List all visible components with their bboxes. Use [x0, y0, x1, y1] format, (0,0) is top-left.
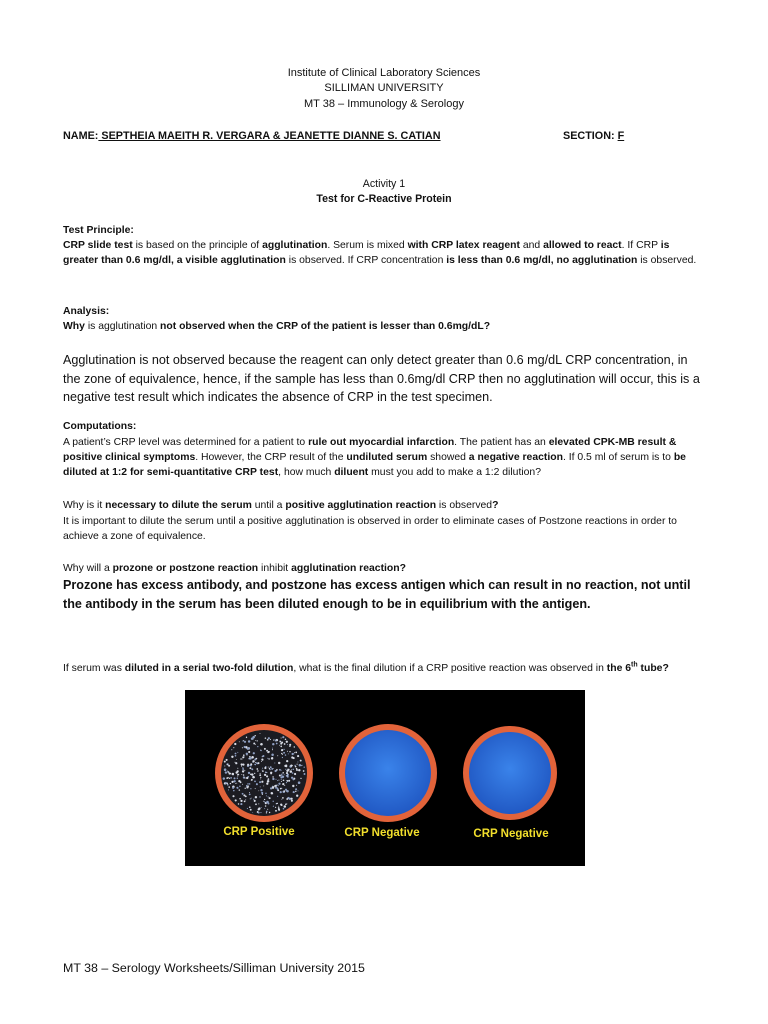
- prozone-answer: Prozone has excess antibody, and postzone has excess antigen which can result in no reaction, not until the antibody in the serum has been diluted enough to be in equilibrium with the antigen.: [63, 578, 691, 611]
- crp-negative-well-1: [339, 724, 437, 822]
- name-row: [63, 130, 441, 142]
- activity-title: Test for C-Reactive Protein: [316, 193, 452, 205]
- page-footer: MT 38 – Serology Worksheets/Silliman University 2015: [63, 961, 365, 975]
- crp-results-image: [185, 690, 585, 866]
- institute-name: Institute of Clinical Laboratory Sciences: [287, 67, 481, 79]
- course-title: MT 38 – Immunology & Serology: [304, 98, 464, 110]
- serial-dilution-question: If serum was diluted in a serial two-fold dilution, what is the final dilution if a CRP positive reaction was observed in the 6th tube?: [63, 661, 669, 674]
- name-label: NAME:: [63, 130, 99, 142]
- label-crp-negative-2: CRP Negative: [473, 828, 549, 840]
- principle-text: CRP slide test is based on the principle of agglutination. Serum is mixed with CRP latex reagent and allowed to react. If CRP is greater than 0.6 mg/dl, a visible agglutination is observed. If CRP concentration is less than 0.6 mg/dl, no agglutination is observed.: [63, 240, 697, 266]
- computations-heading: Computations:: [63, 421, 137, 432]
- label-crp-negative-1: CRP Negative: [344, 827, 420, 839]
- prozone-question: Why will a prozone or postzone reaction inhibit agglutination reaction?: [63, 563, 406, 574]
- analysis-heading: Analysis:: [63, 306, 110, 317]
- analysis-question: Why is agglutination not observed when the CRP of the patient is lesser than 0.6mg/dL?: [63, 321, 491, 332]
- section-value: F: [617, 130, 625, 142]
- principle-heading: Test Principle:: [63, 225, 134, 236]
- dilute-answer: It is important to dilute the serum until a positive agglutination is observed in order to eliminate cases of Postzone reactions in order to achieve a zone of equivalence.: [63, 516, 677, 542]
- name-value: SEPTHEIA MAEITH R. VERGARA & JEANETTE DIANNE S. CATIAN: [98, 130, 441, 142]
- crp-negative-well-2: [463, 726, 557, 820]
- crp-positive-well: [215, 724, 313, 822]
- crp-wells-figure: [185, 690, 585, 866]
- computations-question: A patient’s CRP level was determined for a patient to rule out myocardial infarction. The patient has an elevated CPK-MB result & positive clinical symptoms. However, the CRP result of the undiluted serum showed a negative reaction. If 0.5 ml of serum is to be diluted at 1:2 for semi-quantitative CRP test, how much diluent must you add to make a 1:2 dilution?: [63, 437, 686, 478]
- section-row: [563, 130, 624, 142]
- label-crp-positive: CRP Positive: [223, 826, 295, 838]
- university-name: SILLIMAN UNIVERSITY: [324, 82, 444, 94]
- section-label: SECTION:: [563, 130, 615, 142]
- analysis-answer: Agglutination is not observed because the reagent can only detect greater than 0.6 mg/dL CRP concentration, in the zone of equivalence, hence, if the sample has less than 0.6mg/dl CRP then no agglutination will occur, this is a negative test result which indicates the absence of CRP in the test specimen.: [63, 353, 700, 404]
- activity-number: Activity 1: [362, 178, 406, 190]
- dilute-question: Why is it necessary to dilute the serum until a positive agglutination reaction is observed?: [63, 500, 499, 511]
